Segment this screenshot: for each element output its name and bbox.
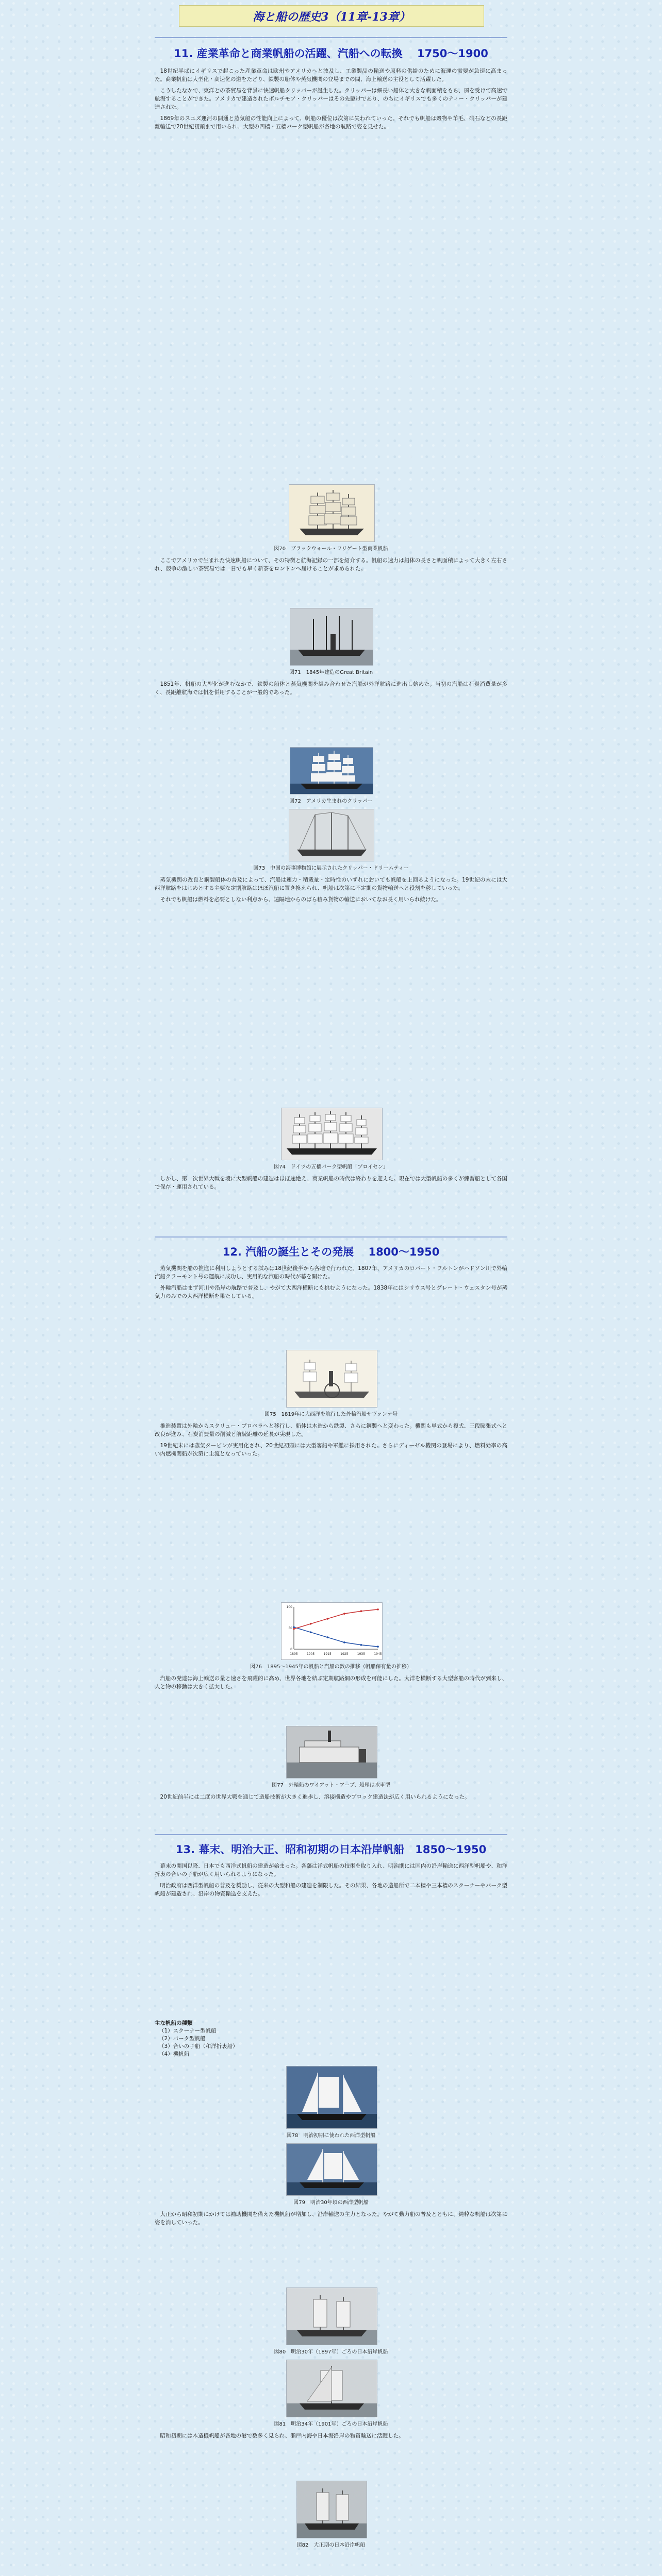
data-point (310, 1631, 312, 1633)
figure-great-britain (290, 608, 373, 666)
clipper-ship-illustration (290, 748, 373, 794)
data-point (343, 1641, 345, 1643)
paragraph: 推進装置は外輪からスクリュー・プロペラへと移行し、船体は木造から鉄製、さらに鋼製へと変わった。機関も単式から複式、三段膨張式へと改良が進み、石炭消費量の削減と航続距離の延長が実現した。 (155, 1423, 507, 1437)
section-12-text-d (155, 1793, 507, 1829)
y-tick-label: 0 (290, 1648, 292, 1651)
paragraph: 20世紀前半には二度の世界大戦を通じて造船技術が大きく進歩し、溶接構造やブロック建造法が広く用いられるようになった。 (160, 1794, 470, 1800)
figure-paddle-steamer-savannah (286, 1350, 377, 1408)
x-tick-label: 1935 (357, 1652, 366, 1656)
list-item: （4）機帆船 (159, 2051, 190, 2057)
sail-vs-steam-chart (281, 1602, 383, 1660)
list-item: （1）スクーナー型帆船 (159, 2028, 217, 2034)
paddle-steamer-illustration (287, 1350, 377, 1407)
page-title-banner (179, 5, 484, 27)
western-ship-photo (287, 2144, 377, 2195)
sailing-ship-illustration (289, 485, 374, 541)
x-tick-label: 1915 (323, 1652, 332, 1656)
paragraph: ここでアメリカで生まれた快速帆船について、その特徴と航海記録の一部を紹介する。帆船の速力は船体の長さと帆面積によって大きく左右され、競争の激しい茶貿易では一日でも早く新茶をロンドンへ届けることが求められた。 (155, 557, 507, 572)
series-line (294, 1627, 378, 1647)
figure-caption: 図75 1819年に大西洋を航行した外輪汽船サヴァンナ号 (264, 1412, 398, 1417)
paragraph: 大正から昭和初期にかけては補助機関を備えた機帆船が増加し、沿岸輸送の主力となった。やがて動力船の普及とともに、純粋な帆船は次第に姿を消していった。 (155, 2211, 507, 2226)
coastal-ship-photo (297, 2481, 367, 2538)
list-heading: 主な帆船の種類 (155, 2020, 193, 2026)
paragraph: 1869年のスエズ運河の開通と蒸気船の性能向上によって、帆船の優位は次第に失われていった。それでも帆船は穀物や羊毛、硝石などの長距離輸送で20世紀初頭まで用いられ、大型の四檣・五檣バーク型帆船が各地の航路で姿を見せた。 (155, 115, 507, 130)
y-tick-label: 50 (288, 1626, 292, 1630)
figure-stern-wheeler (286, 1726, 377, 1778)
paragraph: 蒸気機関を船の推進に利用しようとする試みは18世紀後半から各地で行われた。1807年、アメリカのロバート・フルトンがハドソン川で外輪汽船クラーモント号の運航に成功し、実用的な汽船の時代が幕を開けた。 (155, 1265, 507, 1280)
section-heading-13: 13. 幕末、明治大正、昭和初期の日本沿岸帆船 1850～1950 (175, 1843, 487, 1856)
figure-five-masted-barque (281, 1108, 383, 1160)
paragraph: こうしたなかで、東洋との茶貿易を背景に快速帆船クリッパーが誕生した。クリッパーは細長い船体と大きな帆面積をもち、風を受けて高速で航海することができた。アメリカで建造されたボルチモア・クリッパーはその先駆けであり、のちにイギリスでも多くのティー・クリッパーが建造された。 (155, 88, 507, 110)
section-divider (155, 1834, 507, 1835)
figure-caption: 図76 1895～1945年の帆船と汽船の数の推移（帆船保有量の推移） (250, 1664, 412, 1670)
data-point (377, 1646, 379, 1648)
museum-ship-photo (289, 809, 374, 861)
data-point (310, 1623, 312, 1625)
section-11-text-a (155, 67, 507, 386)
figure-american-clipper (290, 747, 373, 794)
section-divider (155, 1236, 507, 1238)
data-point (360, 1610, 362, 1612)
figure-caption: 図74 ドイツの五檣バーク型帆船「プロイセン」 (274, 1164, 388, 1170)
paragraph: 蒸気機関の改良と鋼製船体の普及によって、汽船は速力・積載量・定時性のいずれにおいても帆船を上回るようになった。19世紀の末には大西洋航路をはじめとする主要な定期航路はほぼ汽船に置き換えられ、帆船は次第に不定期の貨物輸送へと役割を移していった。 (155, 877, 507, 891)
paragraph: 1851年、帆船の大型化が進むなかで、鉄製の船体と蒸気機関を組み合わせた汽船が外洋航路に進出し始めた。当初の汽船は石炭消費量が多く、長距離航海では帆を併用することが一般的であった。 (155, 681, 507, 696)
paragraph: 汽船の発達は海上輸送の量と速さを飛躍的に高め、世界各地を結ぶ定期航路網の形成を可能にした。大洋を横断する大型客船の時代が到来し、人と物の移動は大きく拡大した。 (155, 1675, 507, 1690)
figure-museum-clipper (289, 809, 374, 861)
chart-svg (282, 1603, 382, 1659)
x-tick-label: 1905 (306, 1652, 315, 1656)
figure-meiji30-ship (286, 2143, 377, 2196)
data-point (377, 1608, 379, 1611)
ship-type-list (155, 2020, 507, 2058)
paragraph: 18世紀半ばにイギリスで起こった産業革命は欧州やアメリカへと波及し、工業製品の輸送や原料の供給のために海運の需要が急速に高まった。商業帆船は大型化・高速化の道をたどり、鉄製の船体や蒸気機関の登場までの間、海上輸送の主役として活躍した。 (155, 68, 507, 82)
section-13-text-c (155, 2432, 507, 2478)
section-11-text-e (155, 1175, 507, 1231)
data-point (326, 1618, 328, 1620)
figure-caption: 図77 外輪船のワイアット・アープ、船尾は水車型 (272, 1783, 390, 1788)
list-item: （3）合いの子船（和洋折衷船） (159, 2043, 238, 2049)
data-point (293, 1626, 295, 1629)
figure-caption: 図73 中国の海事博物館に展示されたクリッパー・ドリームティー (253, 866, 409, 871)
x-tick-label: 1945 (374, 1652, 382, 1656)
paragraph: 外輪汽船はまず河川や沿岸の航路で普及し、やがて大西洋横断にも挑むようになった。1838年にはシリウス号とグレート・ウェスタン号が蒸気力のみでの大西洋横断を果たしている。 (155, 1285, 507, 1299)
coastal-ship-photo (287, 2360, 377, 2417)
figure-coastal-sailing-ship-1897 (286, 2287, 377, 2345)
list-item: （2）バーク型帆船 (159, 2036, 206, 2042)
figure-caption: 図78 明治初期に使われた西洋型帆船 (286, 2133, 376, 2139)
section-11-text-c (155, 680, 507, 747)
figure-blackwall-frigate (289, 484, 375, 542)
figure-caption: 図81 明治34年（1901年）ごろの日本沿岸帆船 (274, 2421, 388, 2427)
section-heading-12: 12. 汽船の誕生とその発展 1800～1950 (222, 1246, 440, 1258)
coastal-ship-photo (287, 2288, 377, 2345)
paragraph: それでも帆船は燃料を必要としない利点から、遠隔地からのばら積み貨物の輸送においてなお長く用いられ続けた。 (160, 896, 442, 903)
paragraph: 19世紀末には蒸気タービンが実用化され、20世紀初頭には大型客船や軍艦に採用された。さらにディーゼル機関の登場により、燃料効率の高い内燃機関船が次第に主流となっていった。 (155, 1443, 507, 1457)
section-12-text-b (155, 1422, 507, 1597)
section-13-text-a (155, 1862, 507, 2016)
x-tick-label: 1895 (290, 1652, 298, 1656)
section-heading-11: 11. 産業革命と商業帆船の活躍、汽船への転換 1750～1900 (174, 47, 488, 60)
figure-coastal-sailing-ship-1901 (286, 2360, 377, 2417)
series-line (294, 1609, 378, 1629)
section-13-text-b (155, 2210, 507, 2282)
paragraph: 明治政府は西洋型帆船の普及を奨励し、従来の大型和船の建造を制限した。その結果、各地の造船所で二本檣や三本檣のスクーナーやバーク型帆船が建造され、沿岸の物資輸送を支えた。 (155, 1883, 507, 1897)
figure-caption: 図82 大正期の日本沿岸帆船 (296, 2543, 366, 2548)
section-11-text-b (155, 556, 507, 598)
figure-meiji-western-ship (286, 2066, 377, 2129)
steamship-photo (290, 608, 373, 665)
figure-caption: 図71 1845年建造のGreat Britain (289, 670, 373, 675)
paragraph: 昭和初期には木造機帆船が各地の港で数多く見られ、瀬戸内海や日本海沿岸の物資輸送に活躍した。 (160, 2433, 404, 2439)
section-12-text-c (155, 1674, 507, 1721)
data-point (326, 1636, 328, 1638)
paragraph: しかし、第一次世界大戦を境に大型帆船の建造はほぼ途絶え、商業帆船の時代は終わりを迎えた。現在では大型帆船の多くが練習船として各国で保存・運用されている。 (155, 1176, 507, 1190)
western-ship-photo (287, 2066, 377, 2128)
stern-wheeler-photo (287, 1726, 377, 1778)
data-point (343, 1613, 345, 1615)
figure-caption: 図70 ブラックウォール・フリゲート型商業帆船 (274, 546, 388, 552)
figure-caption: 図80 明治30年（1897年）ごろの日本沿岸帆船 (274, 2349, 388, 2355)
paragraph: 幕末の開国以降、日本でも西洋式帆船の建造が始まった。各藩は洋式帆船の技術を取り入れ、明治期には国内の沿岸輸送に西洋型帆船や、和洋折衷の合いの子船が広く用いられるようになった。 (155, 1863, 507, 1877)
data-point (360, 1644, 362, 1646)
page-title: 海と船の歴史3（11章-13章） (253, 10, 410, 24)
section-12-text-a (155, 1264, 507, 1347)
five-masted-ship-illustration (282, 1108, 382, 1160)
figure-caption: 図72 アメリカ生まれのクリッパー (289, 799, 373, 804)
data-point (293, 1628, 295, 1630)
section-divider (155, 37, 507, 38)
figure-caption: 図79 明治30年頃の西洋型帆船 (293, 2200, 369, 2206)
x-tick-label: 1925 (340, 1652, 349, 1656)
figure-taisho-coastal-ship (296, 2481, 367, 2538)
y-tick-label: 100 (286, 1605, 292, 1609)
section-11-text-d (155, 876, 507, 1103)
